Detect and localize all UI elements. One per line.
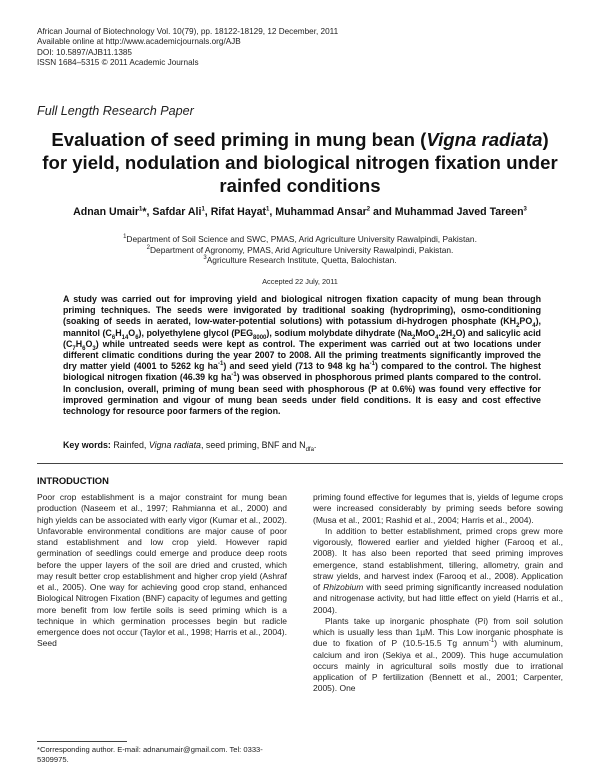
affiliation: $^3$Agriculture Research Institute, Quetta, Balochistan. (203, 255, 397, 266)
author: Safdar Ali (152, 206, 202, 218)
right-column (313, 492, 563, 695)
article-type: Full Length Research Paper (37, 104, 194, 118)
abstract: A study was carried out for improving yield and biological nitrogen fixation capacity of mung bean through priming techniques. The seeds were invigorated by traditional soaking (hydropriming), osmo-conditioning (soaking of seeds in aerated, low-water-potential solutions) with potassium di-hydrogen phosphate $(KH_2PO_4)$, mannitol $(C_6H_{14}O_6)$, polyethylene glycol $(PEG_{8000})$, sodium molybdate dihydrate $(Na_2MoO_4.2H_2O)$ and salicylic acid $(C_7H_6O_3)$ while untreated seeds were kept as control. The experiment was carried out at two locations under different climatic conditions during the year 2007 to 2008. All the priming treatments significantly improved the dry matter yield (4001 to 5262 kg $ha^{-1}$) and seed yield (713 to 948 kg $ha^{-1}$) compared to the control. The highest biological nitrogen fixation (46.39 kg $ha^{-1}$) was observed in phosphorous primed plants compared to the control. In conclusion, overall, priming of mung bean seed with phosphorous (P at 0.6%) was found very effective for improved germination and vigour of mung bean seeds under field conditions. It is easy and cost effective technology for resource poor farmers of the region. (63, 294, 541, 417)
corresponding-author-footnote: *Corresponding author. E-mail: adnanumair@gmail.com. Tel: 0333-5309975. (37, 745, 263, 764)
affiliation: $^1$Department of Soil Science and SWC, PMAS, Arid Agriculture University Rawalpindi, Pakistan. (123, 234, 477, 244)
section-divider (37, 463, 563, 464)
affiliation: $^2$Department of Agronomy, PMAS, Arid Agriculture University Rawalpindi, Pakistan. (146, 244, 454, 255)
keywords: Key words: Rainfed, Vigna radiata, seed priming, BNF and $N_{dfa}$. (63, 440, 317, 453)
paragraph: Poor crop establishment is a major constraint for mung bean production (Naseem et al., 1997; Rahmianna et al., 2000) and high yields can be associated with early vigor (Kumar et al., 2002). Unfavorable environmental conditions are major cause of poor stand establishment and low crop yield. However rapid germination of seedlings could emerge and produce deep roots before the upper layers of the soil are dried and crusted, which may result better crop establishment and higher crop yield (Ashraf et al., 2005). One way for achieving good crop stand, enhanced Biological Nitrogen Fixation (BNF) capacity of legumes and getting more benefit from low fertile soils is seed priming which is a technique in which germination processes begin but radicle emergence does not occur (Taylor et al., 1998; Harris et al., 2004). Seed (37, 492, 287, 649)
paper-title: Evaluation of seed priming in mung bean (Vigna radiata) for yield, nodulation and biological nitrogen fixation under rainfed conditions (42, 129, 558, 196)
left-column (37, 492, 287, 650)
author: Adnan Umair (73, 206, 140, 218)
paragraph: priming found effective for legumes that is, yields of legume crops were increased considerably by priming seeds before sowing (Musa et al., 2001; Rashid et al., 2004; Harris et al., 2004). (313, 492, 563, 525)
keywords-label: Key words: (63, 440, 111, 450)
footnote-divider (37, 741, 127, 742)
doi: DOI: 10.5897/AJB11.1385 (37, 47, 132, 57)
author: Rifat Hayat (210, 206, 267, 218)
journal-header (37, 27, 338, 69)
author: Muhammad Javed Tareen (394, 206, 524, 218)
section-heading-introduction: INTRODUCTION (37, 475, 109, 486)
affiliations (40, 234, 560, 266)
author: Muhammad Ansar (275, 206, 367, 218)
issn: ISSN 1684–5315 © 2011 Academic Journals (37, 58, 199, 68)
paragraph: Plants take up inorganic phosphate (Pi) from soil solution which is usually less than 1µM. This Low inorganic phosphate is due to fixation of P (10.5-15.5 Tg annum$^{-1}$) with aluminum, calcium and iron (Sekiya et al., 2009). This huge accumulation occurs mainly in agricultural soils mostly due to irrational application of P fertilization (Bennett et al., 2001; Carpenter, 2005). One (313, 615, 563, 694)
paragraph: In addition to better establishment, primed crops grew more vigorously, flowered earlier and yielded higher (Farooq et al., 2008). It has also been reported that seed priming improves emergence, stand establishment, tillering, allometry, grain and straw yields, and harvest index (Farooq et al., 2008). Application of Rhizobium with seed priming significantly increased nodulation and nitrogenase activity, but had little effect on yield (Harris et al., 2004). (313, 525, 564, 615)
author-list: Adnan Umair$^1$*, Safdar Ali$^1$, Rifat Hayat$^1$, Muhammad Ansar$^2$ and Muhammad Javed Tareen$^3$ (73, 206, 527, 218)
journal-citation: African Journal of Biotechnology Vol. 10(79), pp. 18122-18129, 12 December, 2011 (37, 27, 339, 36)
accepted-date: Accepted 22 July, 2011 (262, 277, 338, 286)
availability-link[interactable]: Available online at http://www.academicjournals.org/AJB (37, 37, 241, 47)
